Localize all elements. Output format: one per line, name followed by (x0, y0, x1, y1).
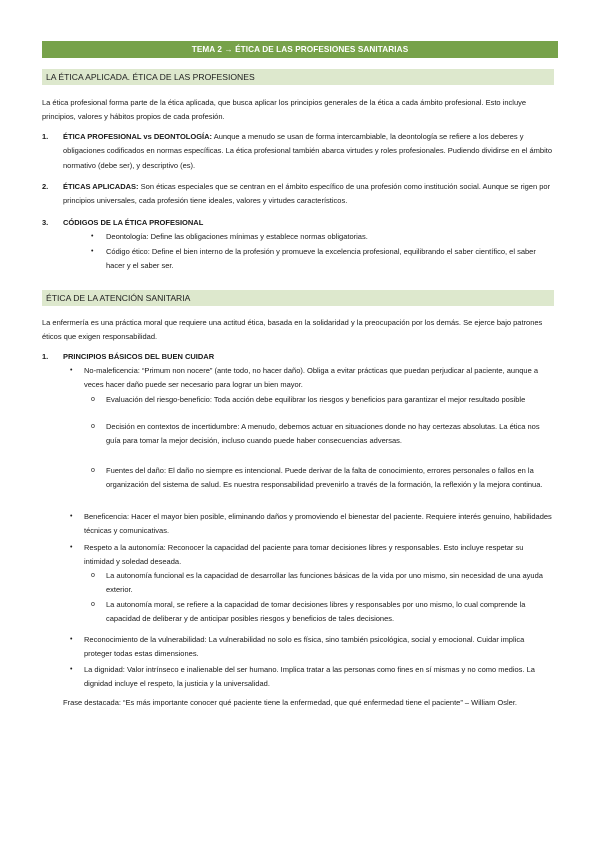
document-title: TEMA 2 → ÉTICA DE LAS PROFESIONES SANITARIAS (191, 45, 409, 54)
section-heading-text: ÉTICA DE LA ATENCIÓN SANITARIA (46, 293, 191, 303)
bullet-icon: • (70, 666, 73, 673)
list-item-codigos (63, 216, 557, 230)
list-item-dignidad: La dignidad: Valor intrínseco e inalienable del ser humano. Implica tratar a las personas como fines en sí mismas y no como medios. La dignidad incluye el respeto, la justicia y la universalidad. (84, 665, 535, 689)
bullet-icon: • (91, 248, 94, 255)
list-item-title: CÓDIGOS DE LA ÉTICA PROFESIONAL (63, 218, 204, 227)
principles-heading (63, 350, 557, 364)
list-item-codigo-etico: Código ético: Define el bien interno de la profesión y promueve la excelencia profesional, equilibrando el saber científico, el saber hacer y el saber ser. (106, 247, 536, 271)
section2-intro-paragraph: La enfermería es una práctica moral que requiere una actitud ética, basada en la solidaridad y la preocupación por los demás. Se ejerce bajo patrones éticos que exigen responsabilidad. (42, 318, 543, 342)
section1-intro-paragraph: La ética profesional forma parte de la ética aplicada, que busca aplicar los principios generales de la ética a cada ámbito profesional. Esto incluye principios, valores y hábitos propios de cada profesión. (42, 98, 527, 122)
list-item-beneficencia: Beneficencia: Hacer el mayor bien posible, eliminando daños y promoviendo el bienestar del paciente. Requiere interés genuino, habilidades técnicas y comunicativas. (84, 512, 552, 536)
list-number: 1. (42, 352, 49, 361)
list-item-vulnerabilidad: Reconocimiento de la vulnerabilidad: La vulnerabilidad no solo es física, sino también psicológica, social y emocional. Cuidar implica proteger todas estas dimensiones. (84, 635, 525, 659)
sub-item-riesgo-beneficio: Evaluación del riesgo-beneficio: Toda acción debe equilibrar los riesgos y beneficios para garantizar el mejor resultado posible (106, 395, 526, 404)
list-number: 2. (42, 182, 49, 191)
bullet-icon: • (70, 513, 73, 520)
list-item-eticas-aplicadas (63, 180, 557, 209)
featured-quote: Frase destacada: “Es más importante conocer qué paciente tiene la enfermedad, que qué enfermedad tiene el paciente” – William Osler. (63, 698, 518, 707)
section-heading-text: LA ÉTICA APLICADA. ÉTICA DE LAS PROFESIONES (46, 72, 255, 82)
list-number: 1. (42, 132, 49, 141)
bullet-icon: • (70, 367, 73, 374)
section-heading-atencion-sanitaria (42, 290, 554, 306)
list-item-etica-profesional (63, 130, 557, 173)
list-item-no-maleficencia: No-maleficencia: “Primum non nocere” (ante todo, no hacer daño). Obliga a evitar prácticas que puedan perjudicar al paciente, aunque a veces hacer daño puede ser necesario para lograr un bien mayor. (84, 366, 539, 390)
sub-item-fuentes-dano: Fuentes del daño: El daño no siempre es intencional. Puede derivar de la falta de conocimiento, errores personales o fallos en la organización del sistema de salud. Es nuestra responsabilidad prevenirlo a través de la formación, la reflexión y la mejora continua. (106, 466, 543, 490)
list-number: 3. (42, 218, 49, 227)
bullet-icon: • (91, 233, 94, 240)
document-title-bar (42, 41, 558, 58)
circle-bullet-icon: o (91, 467, 95, 474)
list-item-title: ÉTICA PROFESIONAL vs DEONTOLOGÍA: (63, 132, 213, 141)
list-item-deontologia: Deontología: Define las obligaciones mínimas y establece normas obligatorias. (106, 232, 368, 241)
list-item-title: ÉTICAS APLICADAS: (63, 182, 139, 191)
sub-item-autonomia-moral: La autonomía moral, se refiere a la capacidad de tomar decisiones libres y responsables por uno mismo, lo cual comprende la capacidad de deliberar y de anticipar posibles riesgos y beneficios de tales decisiones. (106, 600, 526, 624)
list-item-text: Son éticas especiales que se centran en el ámbito específico de una profesión como institución social. Aunque se rigen por principios universales, cada profesión tiene ideales, valores y virtudes característicos. (63, 182, 551, 206)
list-item-text: Aunque a menudo se usan de forma intercambiable, la deontología se refiere a los deberes y obligaciones codificados en normas específicas. La ética profesional también abarca virtudes y roles profesionales. Pudiendo dividirse en el ámbito normativo (debe ser), y descriptivo (es). (63, 132, 553, 170)
section-heading-etica-aplicada (42, 69, 554, 85)
sub-item-autonomia-funcional: La autonomía funcional es la capacidad de desarrollar las funciones básicas de la vida por uno mismo, sin necesidad de una ayuda exterior. (106, 571, 543, 595)
sub-item-incertidumbre: Decisión en contextos de incertidumbre: A menudo, debemos actuar en situaciones donde no hay certezas absolutas. La ética nos guía para tomar la mejor decisión, incluso cuando puede haber consecuencias adversas. (106, 422, 540, 446)
bullet-icon: • (70, 544, 73, 551)
circle-bullet-icon: o (91, 396, 95, 403)
bullet-icon: • (70, 636, 73, 643)
circle-bullet-icon: o (91, 572, 95, 579)
list-item-title: PRINCIPIOS BÁSICOS DEL BUEN CUIDAR (63, 352, 215, 361)
list-item-autonomia: Respeto a la autonomía: Reconocer la capacidad del paciente para tomar decisiones libres y responsables. Esto incluye respetar su intimidad y soledad deseada. (84, 543, 524, 567)
circle-bullet-icon: o (91, 423, 95, 430)
circle-bullet-icon: o (91, 601, 95, 608)
